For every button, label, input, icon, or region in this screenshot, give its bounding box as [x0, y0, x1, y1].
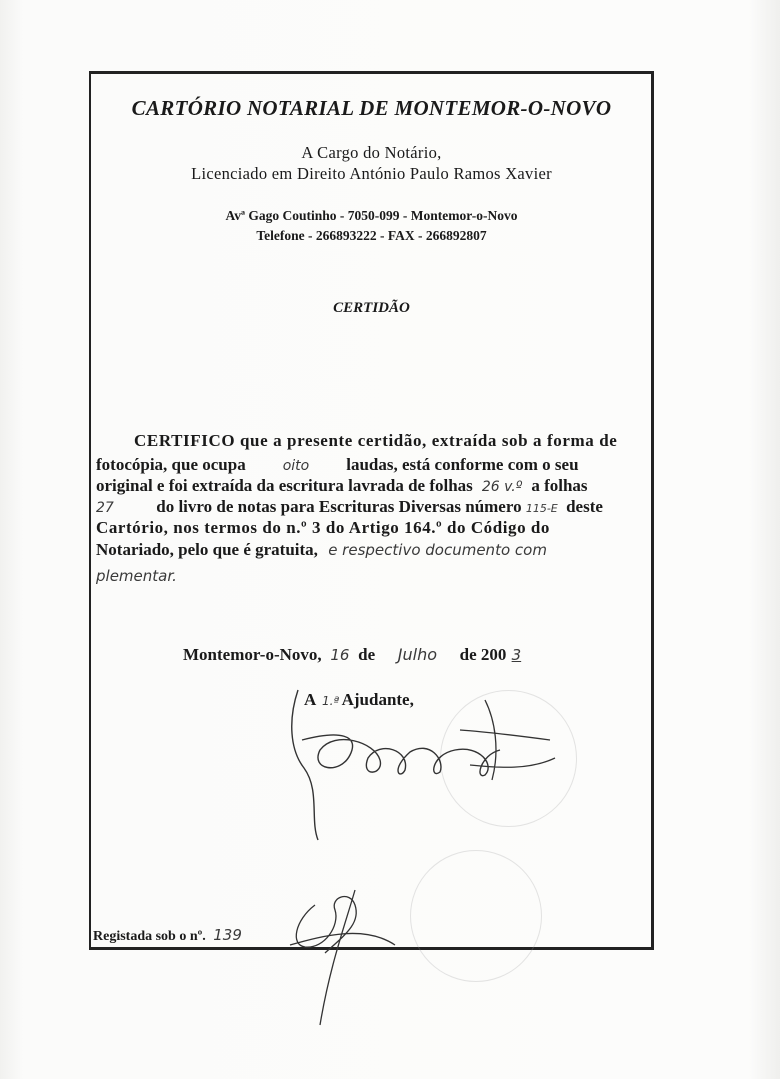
role-title: Ajudante, — [341, 690, 414, 709]
date-word: de — [459, 645, 477, 664]
place: Montemor-o-Novo, — [183, 645, 322, 664]
body-line-4 — [96, 497, 646, 517]
role-article: A — [304, 690, 316, 709]
place-date-line — [183, 645, 526, 665]
handwritten-day: 16 — [330, 646, 350, 664]
handwritten-folio-to: 27 — [96, 500, 114, 516]
handwritten-role-ordinal: 1.ª — [322, 694, 340, 708]
phone-line: Telefone - 266893222 - FAX - 266892807 — [256, 228, 487, 243]
body-text: do livro de notas para Escrituras Diversas número — [156, 497, 522, 516]
body-text: laudas, está conforme com o seu — [346, 455, 579, 474]
body-line-1 — [96, 431, 646, 451]
registry-label: Registada sob o nº. — [93, 929, 206, 944]
body-line-2 — [96, 455, 646, 475]
office-title: CARTÓRIO NOTARIAL DE MONTEMOR-O-NOVO — [131, 96, 612, 120]
handwritten-year: 3 — [511, 646, 522, 664]
body-line-5 — [96, 518, 646, 538]
address-line: Avª Gago Coutinho - 7050-099 - Montemor-o-Novo — [225, 208, 518, 223]
body-text: CERTIFICO que a presente certidão, extraída sob a forma de — [134, 431, 618, 450]
handwritten-addendum-end: plementar. — [96, 567, 177, 585]
handwritten-pages: oito — [282, 458, 310, 474]
notary-charge-line: A Cargo do Notário, — [301, 143, 442, 162]
assistant-signature — [280, 680, 580, 850]
body-line-6 — [96, 540, 646, 560]
handwritten-registry-number: 139 — [213, 926, 242, 944]
seal-stamp — [410, 850, 542, 982]
body-line-3 — [96, 476, 646, 496]
body-text: deste — [566, 497, 603, 516]
body-text: a folhas — [531, 476, 588, 495]
body-text: fotocópia, que ocupa — [96, 455, 246, 474]
registry-initials — [285, 885, 405, 1035]
handwritten-month: Julho — [397, 645, 437, 664]
handwritten-addendum: e respectivo documento com — [328, 541, 547, 559]
year-prefix: 200 — [480, 645, 507, 664]
handwritten-folio-from: 26 v.º — [481, 479, 523, 495]
notary-name-line: Licenciado em Direito António Paulo Ramos Xavier — [191, 164, 552, 183]
body-text: original e foi extraída da escritura lavrada de folhas — [96, 476, 473, 495]
registry-line — [93, 926, 242, 945]
date-word: de — [358, 645, 376, 664]
body-text: Cartório, nos termos do n.º 3 do Artigo 164.º do Código do — [96, 518, 550, 537]
body-line-7 — [96, 566, 646, 586]
handwritten-book-number: 115-E — [525, 502, 558, 515]
certificate-heading: CERTIDÃO — [333, 300, 410, 316]
body-text: Notariado, pelo que é gratuita, — [96, 540, 318, 559]
